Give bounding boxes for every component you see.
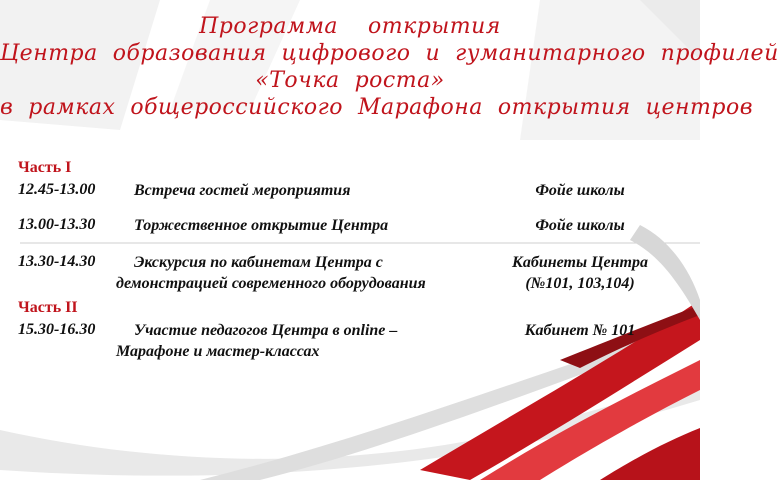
time-range: 12.45-13.00	[18, 181, 96, 198]
event-line-1: Торжественное открытие Центра	[134, 217, 389, 234]
event-description	[116, 252, 476, 294]
event-location	[480, 252, 680, 294]
location-line-1: Фойе школы	[535, 217, 625, 234]
part-1-heading: Часть I	[18, 159, 72, 176]
event-line-1: Встреча гостей мероприятия	[134, 182, 351, 199]
event-description	[116, 320, 476, 362]
event-location	[480, 320, 680, 341]
title-line-1: Программа открытия	[199, 14, 501, 39]
event-line-2: демонстрацией современного оборудования	[116, 275, 426, 292]
part-2-heading: Часть II	[18, 299, 78, 316]
event-description	[116, 180, 476, 201]
title-line-3: «Точка роста»	[255, 68, 445, 93]
location-line-1: Кабинет № 101	[524, 322, 636, 339]
event-location	[480, 215, 680, 236]
location-line-1: Кабинеты Центра	[512, 254, 648, 271]
title-line-2: Центра образования цифрового и гуманитарного профилей	[0, 41, 779, 66]
location-line-2: (№101, 103,104)	[525, 275, 635, 292]
event-line-1: Участие педагогов Центра в online –	[134, 322, 398, 339]
event-line-1: Экскурсия по кабинетам Центра с	[134, 254, 383, 271]
time-range: 13.00-13.30	[18, 216, 96, 233]
event-description	[116, 215, 476, 236]
time-range: 13.30-14.30	[18, 253, 96, 270]
location-line-1: Фойе школы	[535, 182, 625, 199]
time-range: 15.30-16.30	[18, 321, 96, 338]
event-location	[480, 180, 680, 201]
title-line-4: в рамках общероссийского Марафона открытия центров	[0, 95, 754, 120]
event-line-2: Марафоне и мастер-классах	[116, 343, 320, 360]
